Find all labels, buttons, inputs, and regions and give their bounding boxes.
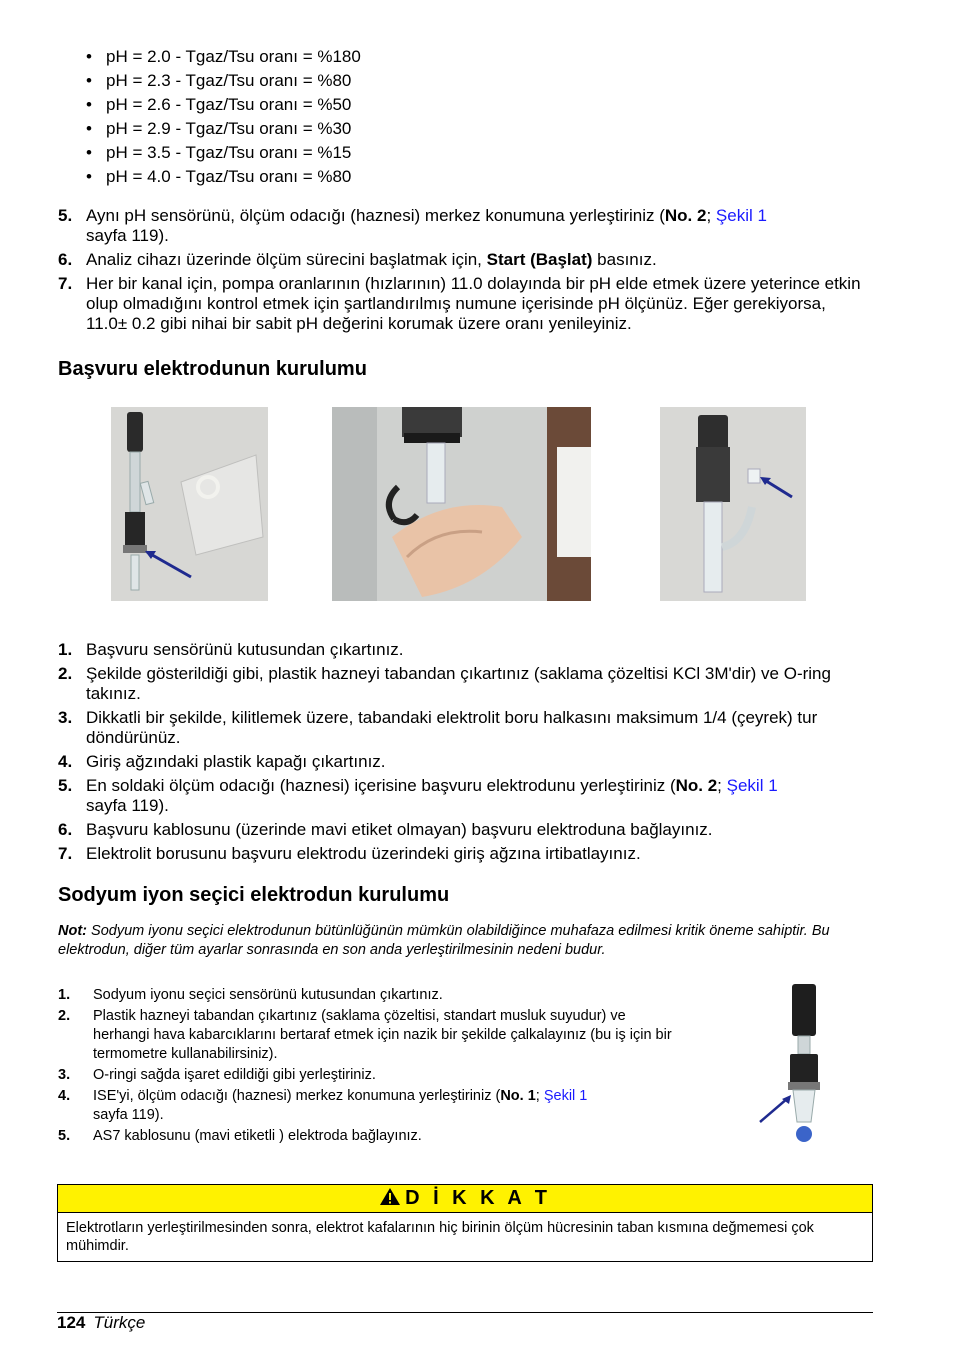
step-5: 5. En soldaki ölçüm odacığı (haznesi) içerisine başvuru elektrodunu yerleştiriniz (No. 2; Şekil 1 sayfa 119). [58, 776, 778, 815]
inlet-cap-image [660, 407, 806, 601]
footer-divider [57, 1312, 873, 1313]
photo-hand-twisting [332, 407, 591, 601]
list-item: • pH = 2.6 - Tgaz/Tsu oranı = %50 [86, 94, 361, 118]
step-3: 3. O-ringi sağda işaret edildiği gibi yerleştiriniz. [58, 1067, 376, 1083]
step-7: 7. Her bir kanal için, pompa oranlarının (hızlarının) 11.0 dolayında bir pH elde etmek üzere yeterince etkin olup olmadığını kontrol etmek için şartlandırılmış numune içerisinde pH ölçünüz. Eğer gerekiyorsa, 11.0± 0.2 gibi nihai bir sabit pH değerini korumak üzere oranı yenileyiniz. [58, 274, 861, 333]
ise-electrode-image [755, 982, 825, 1144]
step-5: 5. AS7 kablosunu (mavi etiketli ) elektroda bağlayınız. [58, 1128, 422, 1144]
step-6: 6. Başvuru kablosunu (üzerinde mavi etiket olmayan) başvuru elektroduna bağlayınız. [58, 820, 713, 839]
step-4: 4. ISE'yi, ölçüm odacığı (haznesi) merkez konumuna yerleştiriniz (No. 1; Şekil 1 sayfa 119). [58, 1088, 588, 1123]
step-6: 6. Analiz cihazı üzerinde ölçüm sürecini başlatmak için, Start (Başlat) basınız. [58, 250, 657, 269]
warning-title: D İ K K A T [405, 1187, 551, 1209]
ph-ratio-list [86, 46, 361, 190]
step-4: 4. Giriş ağzındaki plastik kapağı çıkartınız. [58, 752, 386, 771]
page-number: 124 [57, 1313, 86, 1332]
figure-link[interactable]: Şekil 1 [726, 776, 778, 795]
sodium-steps [58, 986, 683, 1146]
footer-language: Türkçe [93, 1313, 146, 1332]
photo-reference-electrode [111, 407, 268, 601]
warning-triangle-icon [379, 1187, 401, 1206]
list-item: • pH = 3.5 - Tgaz/Tsu oranı = %15 [86, 142, 361, 166]
footer [57, 1313, 145, 1333]
step-7: 7. Elektrolit borusunu başvuru elektrodu üzerindeki giriş ağzına irtibatlayınız. [58, 844, 641, 863]
warning-header [58, 1185, 872, 1213]
warning-text: Elektrotların yerleştirilmesinden sonra, elektrot kafalarının hiç birinin ölçüm hücresinin taban kısmına değmemesi çok mühimdir. [66, 1220, 814, 1254]
list-item: • pH = 2.0 - Tgaz/Tsu oranı = %180 [86, 46, 361, 70]
top-steps [58, 206, 870, 334]
list-item: • pH = 2.3 - Tgaz/Tsu oranı = %80 [86, 70, 361, 94]
photo-inlet-cap [660, 407, 806, 601]
reference-electrode-image [111, 407, 268, 601]
list-item: • pH = 2.9 - Tgaz/Tsu oranı = %30 [86, 118, 361, 142]
step-2: 2. Plastik hazneyi tabandan çıkartınız (saklama çözeltisi, standart musluk suyudur) ve herhangi hava kabarcıklarını bertaraf etmek için nazik bir şekilde çalkalayınız (bu iş için bir termometre kullanabilirsiniz). [58, 1008, 672, 1062]
warning-box [57, 1184, 873, 1262]
section-title-reference: Başvuru elektrodunun kurulumu [58, 358, 367, 380]
figure-link[interactable]: Şekil 1 [715, 206, 767, 225]
list-item: • pH = 4.0 - Tgaz/Tsu oranı = %80 [86, 166, 361, 190]
step-1: 1. Sodyum iyonu seçici sensörünü kutusundan çıkartınız. [58, 987, 443, 1003]
step-1: 1. Başvuru sensörünü kutusundan çıkartınız. [58, 640, 404, 659]
note: Not: Sodyum iyonu seçici elektrodunun bütünlüğünün mümkün olabildiğince muhafaza edilmesi kritik öneme sahiptir. Bu elektrodun, diğer tüm ayarlar sonrasında en son anda yerleştirilmesinin nedeni budur. [58, 923, 830, 958]
step-2: 2. Şekilde gösterildiği gibi, plastik hazneyi tabandan çıkartınız (saklama çözeltisi KCl 3M'dir) ve O-ring takınız. [58, 664, 831, 703]
note-label: Not: [58, 923, 87, 939]
step-3: 3. Dikkatli bir şekilde, kilitlemek üzere, tabandaki elektrolit boru halkasını maksimum 1/4 (çeyrek) tur döndürünüz. [58, 708, 818, 747]
figure-link[interactable]: Şekil 1 [543, 1088, 588, 1104]
step-5: 5. Aynı pH sensörünü, ölçüm odacığı (haznesi) merkez konumuna yerleştiriniz (No. 2; Şekil 1 sayfa 119). [58, 206, 767, 245]
hand-twisting-image [332, 407, 591, 601]
section-title-sodium: Sodyum iyon seçici elektrodun kurulumu [58, 884, 450, 906]
reference-steps [58, 640, 870, 864]
photo-ise-electrode [755, 982, 825, 1144]
